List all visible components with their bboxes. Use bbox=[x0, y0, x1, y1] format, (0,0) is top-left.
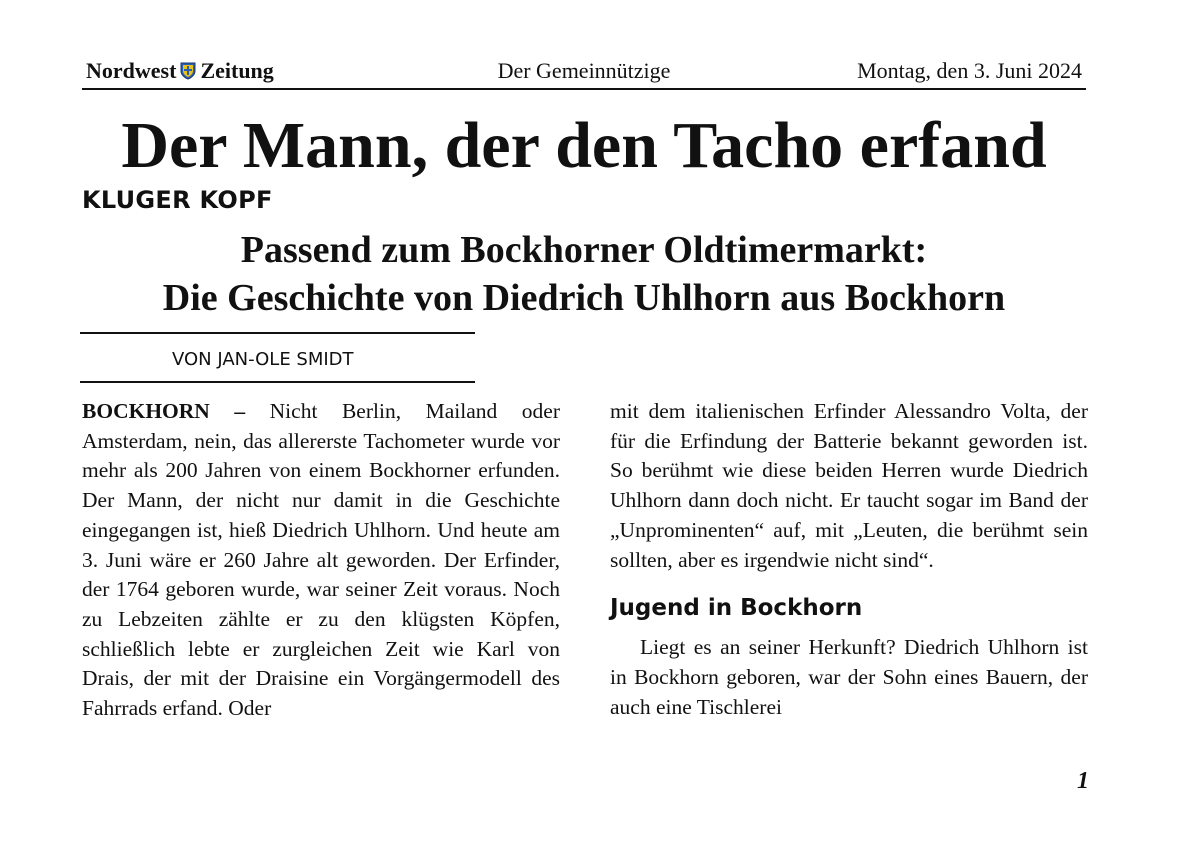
article-subhead bbox=[82, 226, 1086, 322]
paper-name-part-2: Zeitung bbox=[200, 58, 274, 83]
page-number: 1 bbox=[1077, 768, 1089, 794]
paper-name-part-1: Nordwest bbox=[86, 58, 177, 83]
paragraph-2: Liegt es an seiner Herkunft? Diedrich Uhlhorn ist in Bockhorn geboren, war der Sohn eines Bauern, der auch eine Tischlerei bbox=[610, 635, 1088, 719]
text-column-2 bbox=[610, 397, 1088, 722]
section-heading: Jugend in Bockhorn bbox=[610, 595, 863, 622]
article-kicker: KLUGER KOPF bbox=[82, 186, 273, 214]
text-column-1 bbox=[82, 397, 560, 724]
edition-name: Der Gemeinnützige bbox=[497, 58, 671, 83]
subhead-line-1: Passend zum Bockhorner Oldtimermarkt: bbox=[240, 229, 928, 271]
article-byline: VON JAN-OLE SMIDT bbox=[172, 349, 354, 370]
paragraph-1-end: mit dem italienischen Erfinder Alessandro Volta, der für die Erfindung der Batterie bekannt geworden ist. So berühmt wie diese beiden Herren wurde Diedrich Uhlhorn dann doch nicht. Er taucht sogar im Band der „Unprominenten“ auf, mit „Leuten, die berühmt sein sollten, aber es irgendwie nicht sind“. bbox=[610, 399, 1088, 572]
byline-rule-top bbox=[80, 332, 475, 334]
subhead-line-2: Die Geschichte von Diedrich Uhlhorn aus Bockhorn bbox=[162, 277, 1006, 319]
dateline: BOCKHORN – bbox=[82, 399, 246, 423]
paragraph-1-start: BOCKHORN – Nicht Berlin, Mailand oder Amsterdam, nein, das allererste Tachometer wurde vor mehr als 200 Jahren von einem Bockhorner erfunden. Der Mann, der nicht nur damit in die Geschichte eingegangen ist, hieß Diedrich Uhlhorn. Und heute am 3. Juni wäre er 260 Jahre alt geworden. Der Erfinder, der 1764 geboren wurde, war seiner Zeit voraus. Noch zu Lebzeiten zählte er zu den klügsten Köpfen, schließlich lebte er zurgleichen Zeit wie Karl von Drais, der mit der Draisine ein Vorgängermodell des Fahrrads erfand. Oder bbox=[82, 399, 560, 721]
masthead bbox=[82, 58, 1086, 90]
issue-date: Montag, den 3. Juni 2024 bbox=[857, 58, 1082, 83]
byline-rule-bottom bbox=[80, 381, 475, 383]
article-headline: Der Mann, der den Tacho erfand bbox=[121, 109, 1047, 182]
